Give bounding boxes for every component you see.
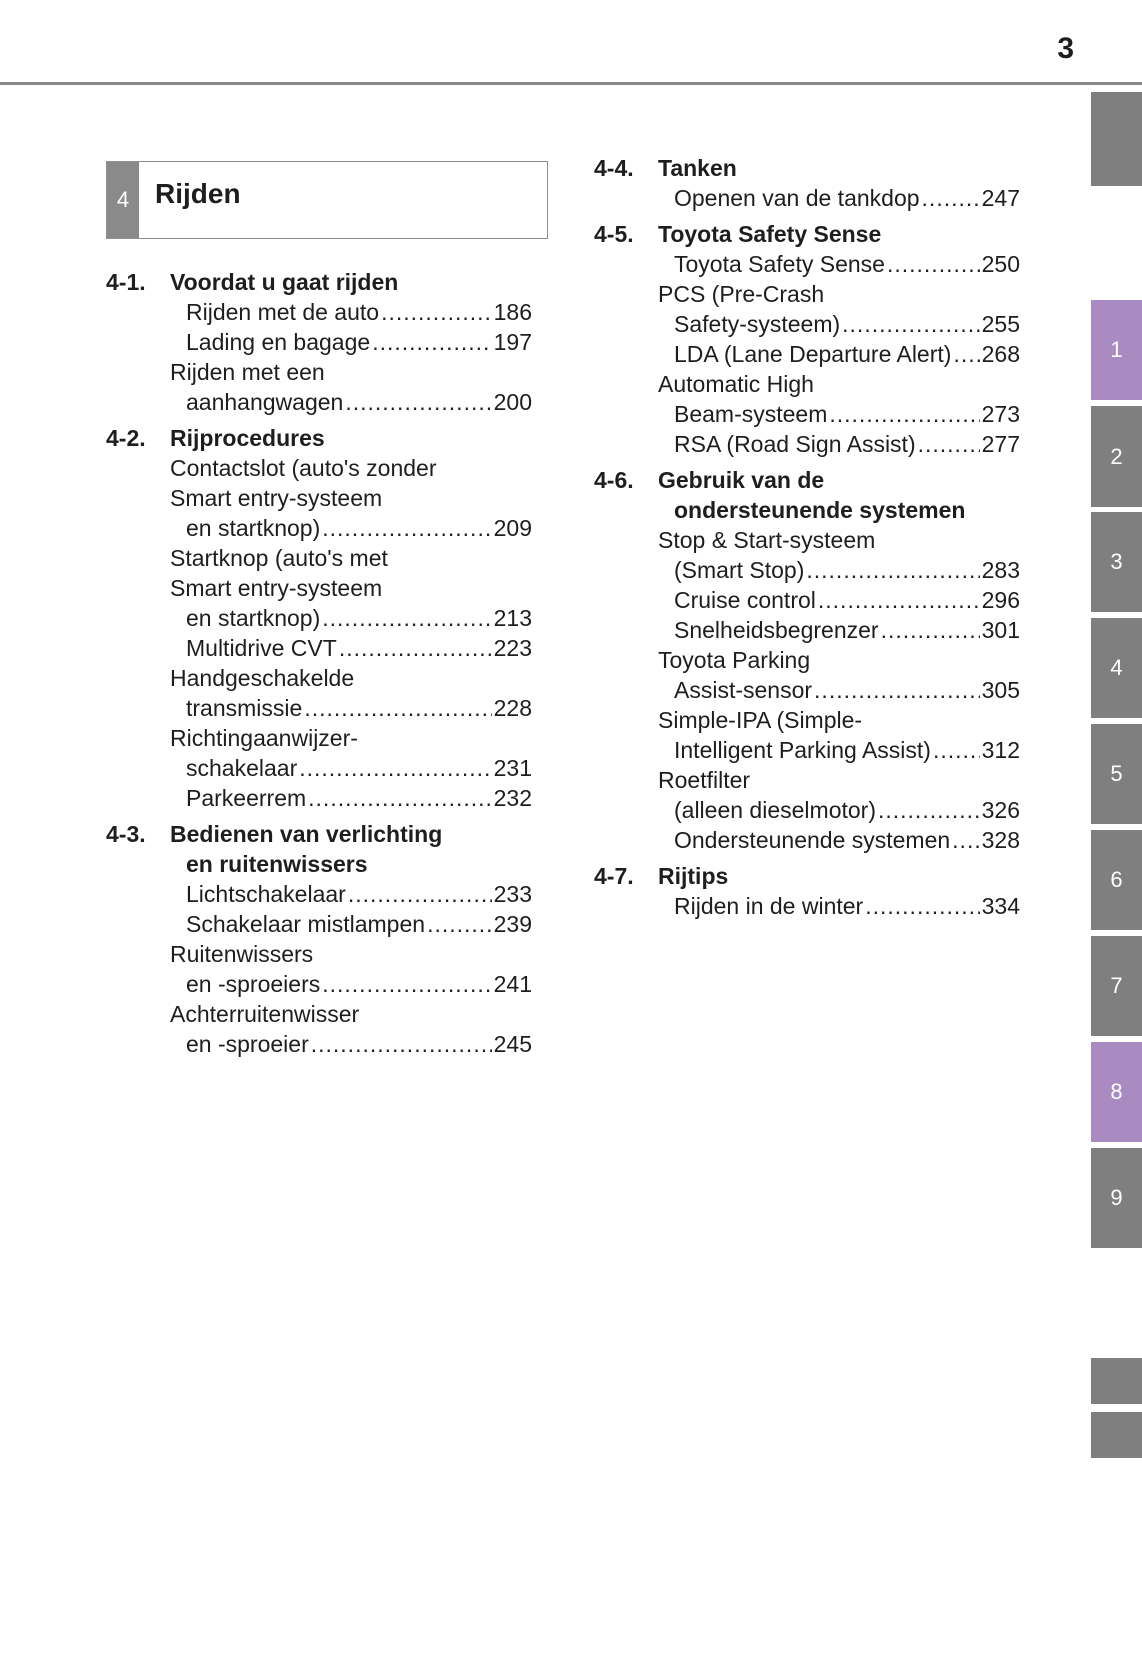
leader-dots <box>308 783 491 813</box>
page-ref[interactable]: 250 <box>981 251 1020 277</box>
toc-section <box>106 819 532 1059</box>
chapter-tab-7[interactable]: 7 <box>1091 936 1142 1036</box>
page-ref[interactable]: 301 <box>981 617 1020 643</box>
leader-dots <box>918 429 980 459</box>
toc-entry[interactable] <box>658 585 1020 615</box>
chapter-tab-9[interactable]: 9 <box>1091 1148 1142 1248</box>
chapter-tab-blank[interactable] <box>1091 1412 1142 1458</box>
entry-line <box>674 183 1020 213</box>
toc-section <box>106 423 532 813</box>
header-rule <box>0 82 1142 85</box>
chapter-tab-1[interactable]: 1 <box>1091 300 1142 400</box>
entry-line <box>674 825 1020 855</box>
entry-line <box>186 753 532 783</box>
section-title: Rijprocedures <box>170 425 325 451</box>
leader-dots <box>322 969 491 999</box>
page-ref[interactable]: 273 <box>981 401 1020 427</box>
section-heading <box>594 219 1020 249</box>
entry-title: Openen van de tankdop <box>674 185 920 211</box>
entry-line <box>674 585 1020 615</box>
entry-title: aanhangwagen <box>186 389 344 415</box>
entry-line <box>186 513 532 543</box>
toc-section <box>594 153 1020 213</box>
toc-entry[interactable] <box>658 249 1020 279</box>
toc-section <box>594 219 1020 459</box>
toc-entry[interactable] <box>170 633 532 663</box>
toc-entry[interactable] <box>170 297 532 327</box>
entry-title: Stop & Start-systeem <box>658 527 876 553</box>
entry-title: Toyota Safety Sense <box>674 251 885 277</box>
page-ref[interactable]: 334 <box>981 893 1020 919</box>
section-title: Gebruik van de <box>658 467 825 493</box>
toc-entry[interactable] <box>658 183 1020 213</box>
section-number: 4-7. <box>594 863 634 889</box>
section-heading <box>594 861 1020 891</box>
toc-entry[interactable] <box>658 279 1020 339</box>
page-ref[interactable]: 228 <box>493 695 532 721</box>
toc-entry[interactable] <box>170 909 532 939</box>
leader-dots <box>381 297 492 327</box>
leader-dots <box>427 909 492 939</box>
toc-entry[interactable] <box>658 645 1020 705</box>
entry-line <box>674 429 1020 459</box>
page-ref[interactable]: 245 <box>493 1031 532 1057</box>
entry-title: Cruise control <box>674 587 816 613</box>
entry-title: Toyota Parking <box>658 647 811 673</box>
toc-entry[interactable] <box>658 615 1020 645</box>
page-ref[interactable]: 247 <box>981 185 1020 211</box>
chapter-title: Rijden <box>155 178 241 209</box>
entry-title: Intelligent Parking Assist) <box>674 737 931 763</box>
entry-line <box>186 969 532 999</box>
toc-entry[interactable] <box>658 525 1020 585</box>
page-ref[interactable]: 239 <box>493 911 532 937</box>
toc-entry[interactable] <box>658 765 1020 825</box>
page-ref[interactable]: 305 <box>981 677 1020 703</box>
entry-line <box>674 555 1020 585</box>
entry-line <box>186 909 532 939</box>
leader-dots <box>887 249 980 279</box>
chapter-tab-blank[interactable] <box>1091 92 1142 186</box>
toc-entry[interactable] <box>658 339 1020 369</box>
entry-title: Beam-systeem <box>674 401 828 427</box>
entry-title: Roetfilter <box>658 767 751 793</box>
toc-entry[interactable] <box>658 891 1020 921</box>
leader-dots <box>829 399 979 429</box>
toc-entry[interactable] <box>658 825 1020 855</box>
chapter-tab-blank[interactable] <box>1091 1358 1142 1404</box>
leader-dots <box>322 513 491 543</box>
entry-line <box>674 735 1020 765</box>
section-title: en ruitenwissers <box>186 851 368 877</box>
entry-title: en -sproeier <box>186 1031 309 1057</box>
entry-title: RSA (Road Sign Assist) <box>674 431 916 457</box>
page-ref[interactable]: 233 <box>493 881 532 907</box>
page-ref[interactable]: 231 <box>493 755 532 781</box>
chapter-header <box>106 161 548 239</box>
toc-entry[interactable] <box>170 453 532 543</box>
entry-line <box>186 387 532 417</box>
leader-dots <box>842 309 979 339</box>
entry-title: Automatic High <box>658 371 814 397</box>
entry-title: Contactslot (auto's zonder <box>170 455 437 481</box>
chapter-tab-2[interactable]: 2 <box>1091 406 1142 507</box>
section-title: Toyota Safety Sense <box>658 221 882 247</box>
toc-entry[interactable] <box>658 369 1020 429</box>
page-ref[interactable]: 312 <box>981 737 1020 763</box>
entry-title: en startknop) <box>186 605 321 631</box>
entry-title: Richtingaanwijzer- <box>170 725 358 751</box>
section-title: Tanken <box>658 155 737 181</box>
leader-dots <box>311 1029 492 1059</box>
entry-title: Ruitenwissers <box>170 941 314 967</box>
entry-title: Safety-systeem) <box>674 311 841 337</box>
entry-line <box>186 297 532 327</box>
entry-title: Lading en bagage <box>186 329 371 355</box>
toc-entry[interactable] <box>170 723 532 783</box>
entry-line <box>674 309 1020 339</box>
toc-section <box>106 267 532 417</box>
leader-dots <box>348 879 492 909</box>
leader-dots <box>339 633 492 663</box>
section-title: Bedienen van verlichting <box>170 821 443 847</box>
entry-title: schakelaar <box>186 755 298 781</box>
toc-left-column <box>106 267 532 1059</box>
page-ref[interactable]: 232 <box>493 785 532 811</box>
toc-entry[interactable] <box>170 357 532 417</box>
leader-dots <box>865 891 979 921</box>
entry-title: Ondersteunende systemen <box>674 827 951 853</box>
leader-dots <box>933 735 980 765</box>
chapter-number: 4 <box>107 162 139 238</box>
entry-title: transmissie <box>186 695 303 721</box>
toc-entry[interactable] <box>170 543 532 633</box>
leader-dots <box>878 795 980 825</box>
entry-title: Smart entry-systeem <box>170 575 383 601</box>
section-heading <box>594 153 1020 183</box>
toc-entry[interactable] <box>170 327 532 357</box>
leader-dots <box>881 615 980 645</box>
toc-entry[interactable] <box>658 705 1020 765</box>
section-title: Voordat u gaat rijden <box>170 269 399 295</box>
page-ref[interactable]: 241 <box>493 971 532 997</box>
section-number: 4-2. <box>106 425 146 451</box>
entry-line <box>674 891 1020 921</box>
section-title: Rijtips <box>658 863 729 889</box>
entry-line <box>186 603 532 633</box>
page-ref[interactable]: 255 <box>981 311 1020 337</box>
entry-line <box>674 249 1020 279</box>
entry-title: Snelheidsbegrenzer <box>674 617 879 643</box>
entry-title: Rijden met de auto <box>186 299 380 325</box>
toc-entry[interactable] <box>170 999 532 1059</box>
chapter-tab-6[interactable]: 6 <box>1091 830 1142 930</box>
page-ref[interactable]: 268 <box>981 341 1020 367</box>
leader-dots <box>345 387 491 417</box>
toc-section <box>594 465 1020 855</box>
chapter-tab-3[interactable]: 3 <box>1091 512 1142 612</box>
leader-dots <box>304 693 491 723</box>
leader-dots <box>372 327 491 357</box>
chapter-tab-8[interactable]: 8 <box>1091 1042 1142 1142</box>
toc-right-column <box>594 153 1020 921</box>
toc-entry[interactable] <box>170 783 532 813</box>
leader-dots <box>952 825 979 855</box>
entry-title: Rijden in de winter <box>674 893 864 919</box>
entry-title: (alleen dieselmotor) <box>674 797 876 823</box>
section-heading <box>106 267 532 297</box>
entry-title: Rijden met een <box>170 359 325 385</box>
page-ref[interactable]: 277 <box>981 431 1020 457</box>
entry-title: Assist-sensor <box>674 677 813 703</box>
entry-line <box>674 795 1020 825</box>
page-ref[interactable]: 197 <box>493 329 532 355</box>
section-number: 4-1. <box>106 269 146 295</box>
page-ref[interactable]: 209 <box>493 515 532 541</box>
entry-title: PCS (Pre-Crash <box>658 281 825 307</box>
chapter-tab-5[interactable]: 5 <box>1091 724 1142 824</box>
entry-title: Handgeschakelde <box>170 665 355 691</box>
entry-title: Simple-IPA (Simple- <box>658 707 863 733</box>
page-ref[interactable]: 186 <box>493 299 532 325</box>
entry-line <box>186 783 532 813</box>
toc-entry[interactable] <box>658 429 1020 459</box>
entry-line <box>674 399 1020 429</box>
page-ref[interactable]: 213 <box>493 605 532 631</box>
entry-title: Achterruitenwisser <box>170 1001 360 1027</box>
section-number: 4-5. <box>594 221 634 247</box>
section-number: 4-6. <box>594 467 634 493</box>
section-number: 4-3. <box>106 821 146 847</box>
entry-line <box>674 675 1020 705</box>
page-ref[interactable]: 283 <box>981 557 1020 583</box>
section-number: 4-4. <box>594 155 634 181</box>
entry-title: Parkeerrem <box>186 785 307 811</box>
entry-title: Multidrive CVT <box>186 635 337 661</box>
entry-title: Schakelaar mistlampen <box>186 911 426 937</box>
section-heading <box>594 465 1020 525</box>
entry-title: LDA (Lane Departure Alert) <box>674 341 952 367</box>
entry-title: Lichtschakelaar <box>186 881 346 907</box>
leader-dots <box>322 603 491 633</box>
entry-line <box>674 339 1020 369</box>
entry-title: en startknop) <box>186 515 321 541</box>
entry-line <box>186 633 532 663</box>
leader-dots <box>806 555 979 585</box>
toc-entry[interactable] <box>170 879 532 909</box>
leader-dots <box>818 585 980 615</box>
chapter-tab-4[interactable]: 4 <box>1091 618 1142 718</box>
page-ref[interactable]: 223 <box>493 635 532 661</box>
toc-entry[interactable] <box>170 663 532 723</box>
leader-dots <box>922 183 980 213</box>
entry-title: (Smart Stop) <box>674 557 805 583</box>
page-ref[interactable]: 328 <box>981 827 1020 853</box>
leader-dots <box>814 675 980 705</box>
entry-title: en -sproeiers <box>186 971 321 997</box>
entry-line <box>674 615 1020 645</box>
page-number: 3 <box>1057 32 1074 65</box>
page-ref[interactable]: 296 <box>981 587 1020 613</box>
entry-line <box>186 693 532 723</box>
entry-line <box>186 879 532 909</box>
leader-dots <box>299 753 491 783</box>
section-heading <box>106 819 532 879</box>
page-ref[interactable]: 200 <box>493 389 532 415</box>
section-heading <box>106 423 532 453</box>
entry-title: Startknop (auto's met <box>170 545 388 571</box>
entry-title: Smart entry-systeem <box>170 485 383 511</box>
toc-entry[interactable] <box>170 939 532 999</box>
leader-dots <box>953 339 979 369</box>
entry-line <box>186 327 532 357</box>
page-ref[interactable]: 326 <box>981 797 1020 823</box>
section-title: ondersteunende systemen <box>674 497 966 523</box>
entry-line <box>186 1029 532 1059</box>
toc-section <box>594 861 1020 921</box>
